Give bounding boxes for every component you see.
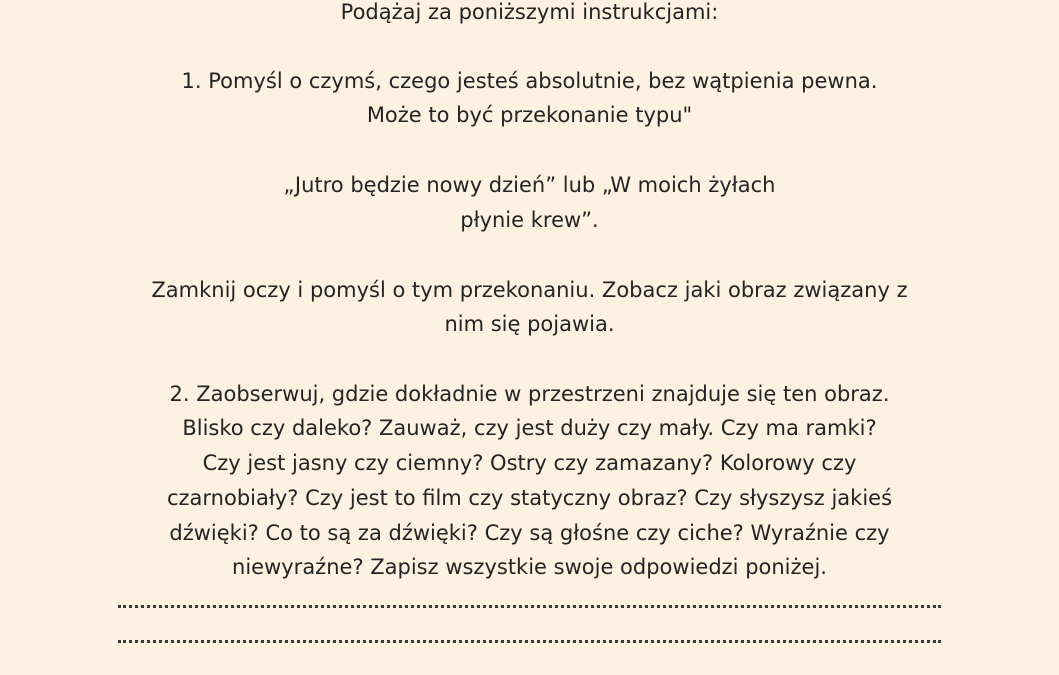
answer-line-2[interactable] [118, 640, 941, 643]
step-2-line-5: dźwięki? Co to są za dźwięki? Czy są głośne czy ciche? Wyraźnie czy [169, 521, 890, 545]
step-2-line-6: niewyraźne? Zapisz wszystkie swoje odpowiedzi poniżej. [232, 555, 827, 579]
example-line-2: płynie krew”. [460, 208, 599, 232]
instruction-line-1: Zamknij oczy i pomyśl o tym przekonaniu. Zobacz jaki obraz związany z [151, 278, 908, 302]
step-2-line-1: 2. Zaobserwuj, gdzie dokładnie w przestrzeni znajduje się ten obraz. [169, 382, 890, 406]
step-1-line-1: 1. Pomyśl o czymś, czego jesteś absolutnie, bez wątpienia pewna. [181, 69, 878, 93]
instructions-heading: Podążaj za poniższymi instrukcjami: [340, 0, 719, 24]
step-2-line-4: czarnobiały? Czy jest to film czy statyczny obraz? Czy słyszysz jakieś [166, 486, 893, 510]
step-2-line-3: Czy jest jasny czy ciemny? Ostry czy zamazany? Kolorowy czy [202, 451, 857, 475]
instruction-line-2: nim się pojawia. [444, 312, 615, 336]
example-line-1: „Jutro będzie nowy dzień” lub „W moich żyłach [283, 173, 776, 197]
step-1-line-2: Może to być przekonanie typu" [366, 103, 693, 127]
step-2-line-2: Blisko czy daleko? Zauważ, czy jest duży czy mały. Czy ma ramki? [182, 416, 877, 440]
answer-line-1[interactable] [118, 605, 941, 608]
